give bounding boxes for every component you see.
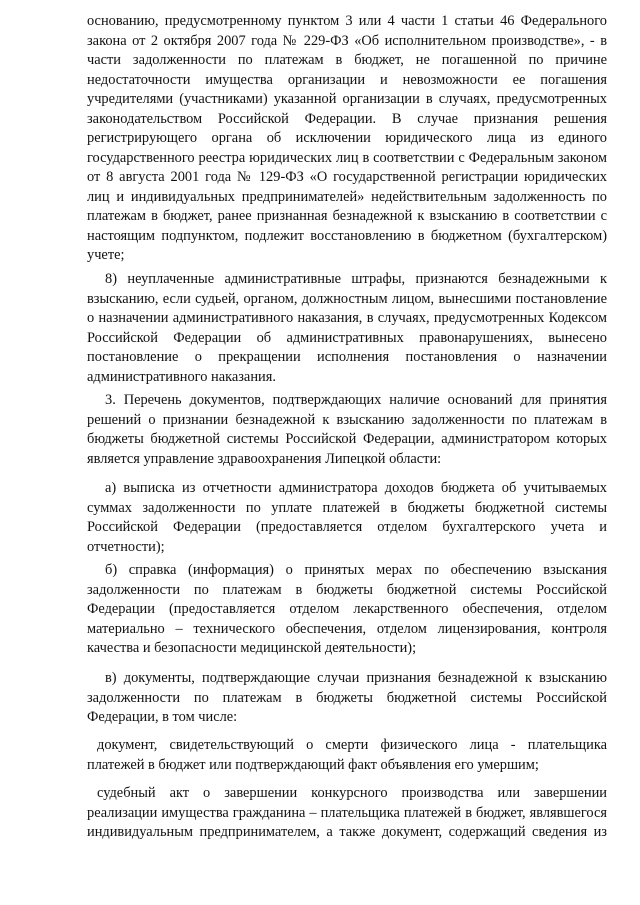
paragraph-item-b (87, 561, 607, 659)
text-line: взысканию, если судьей, органом, должностным лицом, вынесшими постановление (87, 290, 607, 307)
paragraph-death-document (87, 736, 607, 775)
paragraph-item-8 (87, 270, 607, 387)
text-line: административного наказания. (87, 368, 276, 385)
text-line: платежей в бюджет или подтверждающий факт объявления его умершим; (87, 756, 539, 773)
paragraph-item-v (87, 669, 607, 728)
text-line: а) выписка из отчетности администратора доходов бюджета об учитываемых (105, 480, 607, 496)
text-line: суммах задолженности по уплате платежей в бюджеты бюджетной системы (87, 499, 607, 516)
text-line: основанию, предусмотренному пунктом 3 или 4 части 1 статьи 46 Федерального (87, 13, 607, 29)
text-line: судебный акт о завершении конкурсного производства или завершении (97, 785, 607, 801)
text-line: Российской Федерации об административных правонарушениях, вынесено (87, 329, 607, 346)
text-line: учете; (87, 247, 125, 263)
text-line: настоящим подпунктом, подлежит восстановлению в бюджетном (бухгалтерском) (87, 227, 607, 244)
text-line: реализации имущества гражданина – плательщика платежей в бюджет, являвшегося (87, 804, 607, 821)
paragraph-item-a (87, 479, 607, 557)
text-line: качества и безопасности медицинской деятельности); (87, 640, 417, 656)
text-line: задолженности по платежам в бюджеты бюджетной системы Российской (87, 689, 607, 706)
text-line: б) справка (информация) о принятых мерах по обеспечению взыскания (105, 562, 607, 578)
text-line: законодательством Российской Федерации. В случае признания решения (87, 110, 607, 127)
paragraph-section-3 (87, 391, 607, 469)
text-line: учредителями (участниками) указанной организации в случаях, предусмотренных (87, 91, 607, 107)
text-line: задолженности по платежам в бюджеты бюджетной системы Российской (87, 581, 607, 598)
text-line: платежам в бюджет, ранее признанная безнадежной к взысканию в соответствии с (87, 208, 607, 224)
text-line: материально – технического обеспечения, отделом лицензирования, контроля (87, 620, 607, 637)
text-line: является управление здравоохранения Липецкой области: (87, 450, 442, 467)
text-line: бюджеты бюджетной системы Российской Федерации, администратором которых (87, 431, 607, 447)
text-line: о назначении административного наказания, в случаях, предусмотренных Кодексом (87, 310, 607, 326)
text-line: Федерации (предоставляется отделом лекарственного обеспечения, отделом (87, 601, 607, 617)
text-line: регистрирующего органа об исключении юридического лица из единого (87, 130, 607, 146)
text-line: решений о признании безнадежной к взысканию задолженности по платежам в (87, 411, 607, 428)
text-line: Федерации, в том числе: (87, 709, 238, 725)
text-line: документ, свидетельствующий о смерти физического лица - плательщика (97, 737, 607, 753)
text-line: 3. Перечень документов, подтверждающих наличие оснований для принятия (105, 392, 607, 408)
text-line: Российской Федерации (предоставляется отделом бухгалтерского учета и (87, 519, 607, 535)
text-line: закона от 2 октября 2007 года № 229-ФЗ «Об исполнительном производстве», - в (87, 32, 607, 49)
text-line: государственного реестра юридических лиц в соответствии с Федеральным законом (87, 149, 607, 166)
text-line: недостаточности имущества организации и невозможности ее погашения (87, 71, 607, 88)
paragraph-court-act (87, 784, 607, 843)
paragraph-debt-exclusion (87, 12, 607, 266)
text-line: в) документы, подтверждающие случаи признания безнадежной к взысканию (105, 670, 607, 686)
text-line: 8) неуплаченные административные штрафы, признаются безнадежными к (105, 271, 607, 287)
text-line: постановление о прекращении исполнения постановления о назначении (87, 349, 607, 365)
text-line: отчетности); (87, 538, 165, 555)
text-line: индивидуальным предпринимателем, а также документ, содержащий сведения из (87, 824, 607, 840)
text-line: от 8 августа 2001 года № 129-ФЗ «О государственной регистрации юридических (87, 169, 607, 185)
text-line: лиц и индивидуальных предпринимателей» недействительным задолженность по (87, 188, 607, 205)
text-line: части задолженности по платежам в бюджет, не погашенной по причине (87, 52, 607, 68)
